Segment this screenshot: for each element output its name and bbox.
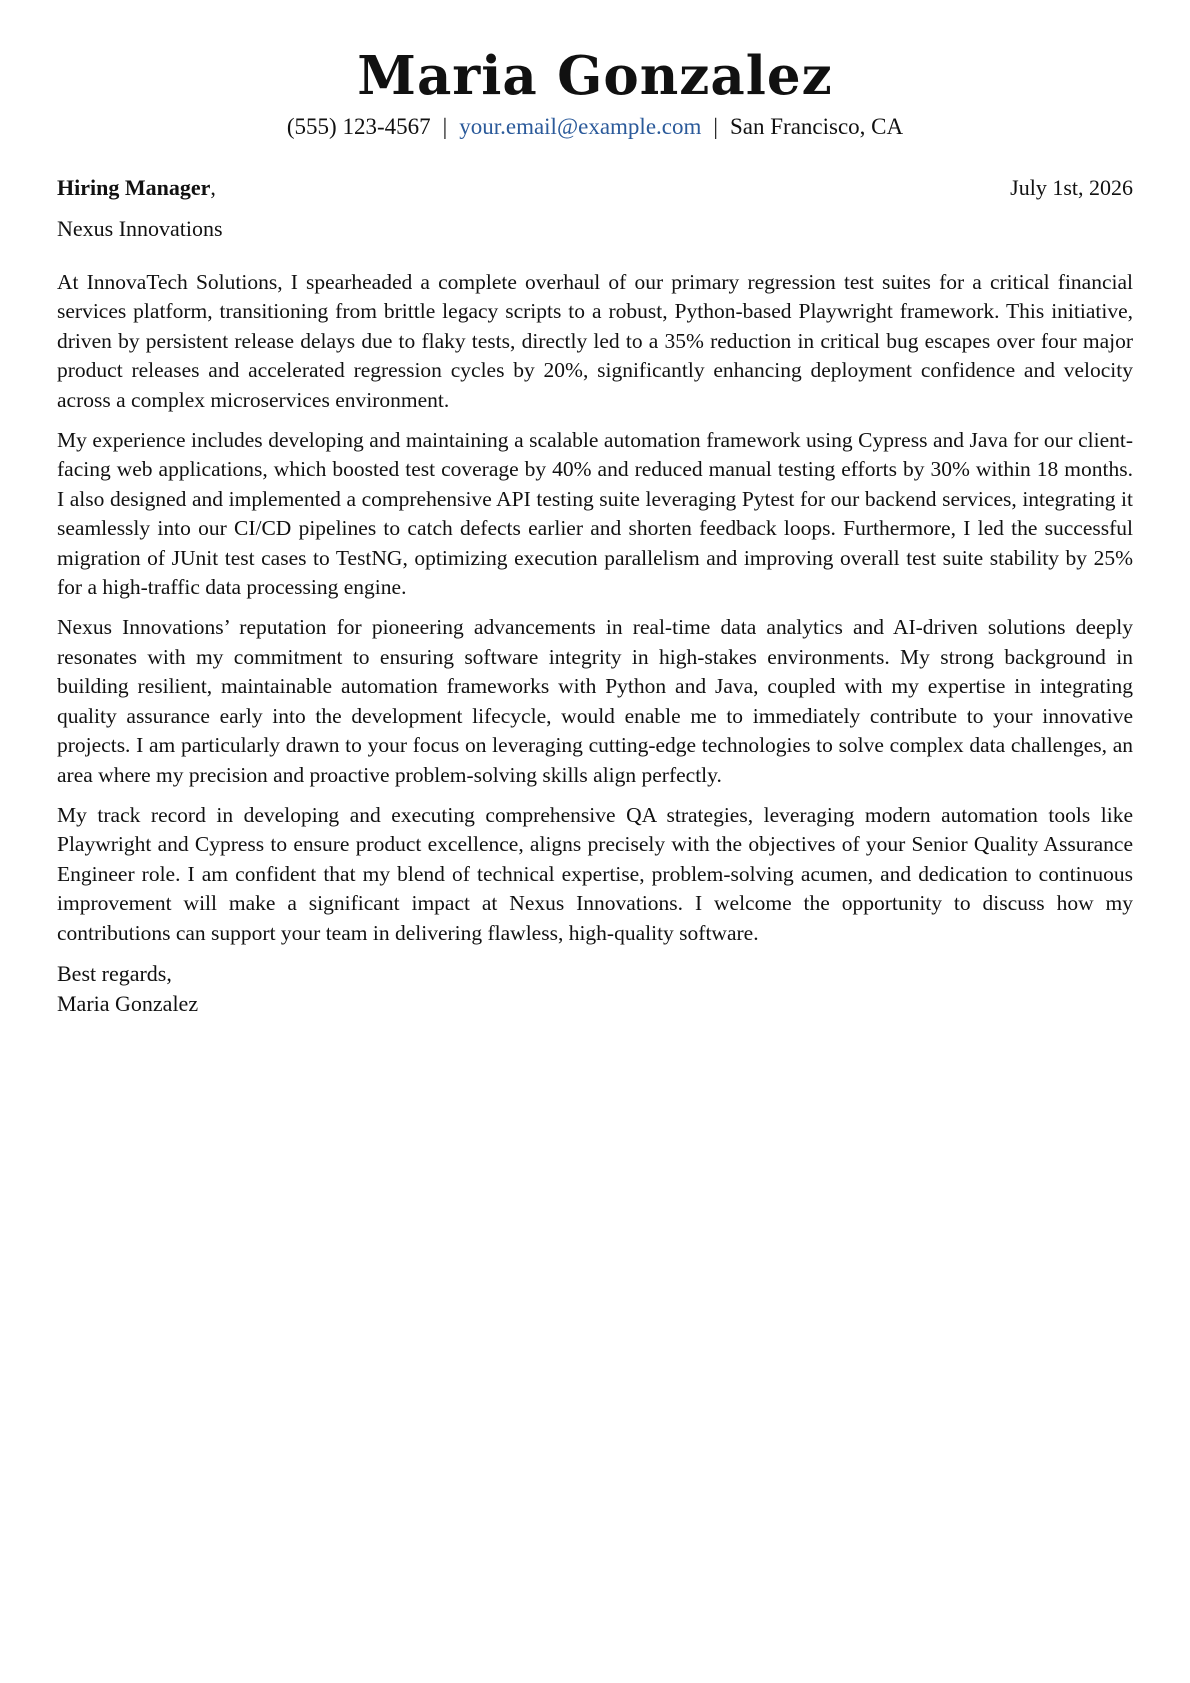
closing-block bbox=[57, 959, 1133, 1019]
signature-name: Maria Gonzalez bbox=[57, 990, 199, 1016]
contact-line bbox=[57, 112, 1133, 142]
contact-separator: | bbox=[713, 114, 718, 139]
body-paragraph: At InnovaTech Solutions, I spearheaded a complete overhaul of our primary regression test suites for a critical financial services platform, transitioning from brittle legacy scripts to a robust, Python-based Playwright framework. This initiative, driven by persistent release delays due to flaky tests, directly led to a 35% reduction in critical bug escapes over four major product releases and accelerated regression cycles by 20%, significantly enhancing deployment confidence and velocity across a complex microservices environment. bbox=[57, 270, 1133, 412]
company-name: Nexus Innovations bbox=[57, 216, 223, 241]
body-paragraph: My experience includes developing and maintaining a scalable automation framework using Cypress and Java for our client-facing web applications, which boosted test coverage by 40% and reduced manual testing efforts by 30% within 18 months. I also designed and implemented a comprehensive API testing suite leveraging Pytest for our backend services, integrating it seamlessly into our CI/CD pipelines to catch defects earlier and shorten feedback loops. Furthermore, I led the successful migration of JUnit test cases to TestNG, optimizing execution parallelism and improving overall test suite stability by 25% for a high-traffic data processing engine. bbox=[57, 428, 1133, 600]
location: San Francisco, CA bbox=[730, 114, 904, 139]
recipient-suffix: , bbox=[210, 175, 216, 200]
body-paragraph: Nexus Innovations’ reputation for pioneering advancements in real-time data analytics and AI-driven solutions deeply resonates with my commitment to ensuring software integrity in high-stakes environments. My strong background in building resilient, maintainable automation frameworks with Python and Java, coupled with my expertise in integrating quality assurance early into the development lifecycle, would enable me to immediately contribute to your innovative projects. I am particularly drawn to your focus on leveraging cutting-edge technologies to solve complex data challenges, an area where my precision and proactive problem-solving skills align perfectly. bbox=[57, 615, 1133, 787]
applicant-name: Maria Gonzalez bbox=[357, 45, 833, 107]
contact-separator: | bbox=[442, 114, 448, 139]
recipient-name: Hiring Manager bbox=[57, 175, 211, 200]
salutation bbox=[57, 173, 216, 203]
letter-date: July 1st, 2026 bbox=[1010, 175, 1133, 200]
email-link[interactable]: your.email@example.com bbox=[459, 114, 702, 139]
closing-phrase: Best regards, bbox=[57, 960, 172, 986]
salutation-row bbox=[57, 173, 1133, 203]
phone-number: (555) 123-4567 bbox=[286, 114, 431, 139]
letter-body bbox=[57, 268, 1133, 948]
body-paragraph: My track record in developing and executing comprehensive QA strategies, leveraging modern automation tools like Playwright and Cypress to ensure product excellence, aligns precisely with the objectives of your Senior Quality Assurance Engineer role. I am confident that my blend of technical expertise, problem-solving acumen, and dedication to continuous improvement will make a significant impact at Nexus Innovations. I welcome the opportunity to discuss how my contributions can support your team in delivering flawless, high-quality software. bbox=[57, 802, 1133, 945]
cover-letter-page bbox=[57, 0, 1133, 1019]
